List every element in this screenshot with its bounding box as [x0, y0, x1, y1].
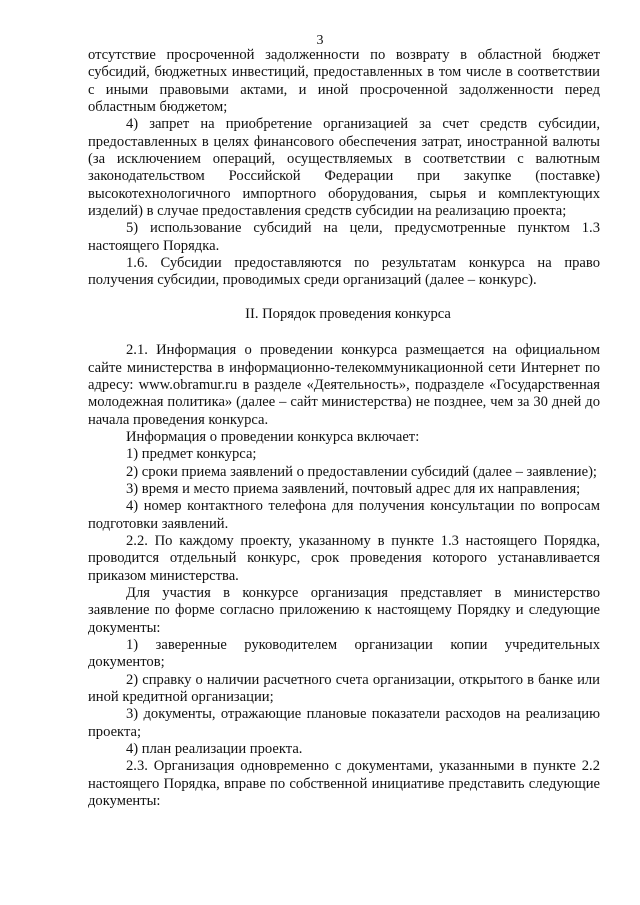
document-body — [88, 47, 600, 810]
list-item-project-plan: 4) план реализации проекта. — [126, 741, 303, 758]
paragraph-participation: Для участия в конкурсе организация представляет в министерство заявление по форме согласно приложению к настоящему Порядку и следующие документы: — [88, 584, 600, 636]
list-item-charter-copies: 1) заверенные руководителем организации копии учредительных документов; — [88, 637, 600, 671]
list-item-planned-expenses: 3) документы, отражающие плановые показатели расходов на реализацию проекта; — [88, 706, 600, 740]
paragraph-info-includes: Информация о проведении конкурса включает: — [126, 428, 420, 445]
paragraph-2-2: 2.2. По каждому проекту, указанному в пункте 1.3 настоящего Порядка, проводится отдельный конкурс, срок проведения которого устанавливается приказом министерства. — [88, 532, 600, 584]
paragraph-2-3: 2.3. Организация одновременно с документами, указанными в пункте 2.2 настоящего Порядка, вправе по собственной инициативе представить следующие документы: — [88, 758, 600, 810]
list-item-place: 3) время и место приема заявлений, почтовый адрес для их направления; — [126, 480, 581, 497]
paragraph-1-6: 1.6. Субсидии предоставляются по результатам конкурса на право получения субсидии, проводимых среди организаций (далее – конкурс). — [88, 255, 600, 289]
paragraph-2-1: 2.1. Информация о проведении конкурса размещается на официальном сайте министерства в информационно-телекоммуникационной сети Интернет по адресу: www.obramur.ru в разделе «Деятельность», подразделе «Государственная молодежная политика» (далее – сайт министерства) не позднее, чем за 30 дней до начала проведения конкурса. — [88, 342, 600, 428]
paragraph-continuation: отсутствие просроченной задолженности по возврату в областной бюджет субсидий, бюджетных инвестиций, предоставленных в том числе в соответствии с иными правовыми актами, и иной просроченной задолженности перед областным бюджетом; — [88, 47, 600, 116]
list-item-bank-certificate: 2) справку о наличии расчетного счета организации, открытого в банке или иной кредитной организации; — [88, 671, 600, 706]
list-item-deadlines: 2) сроки приема заявлений о предоставлении субсидий (далее – заявление); — [126, 463, 597, 480]
page-number: 3 — [316, 33, 324, 48]
list-item-subject: 1) предмет конкурса; — [126, 446, 257, 463]
list-item-phone: 4) номер контактного телефона для получения консультации по вопросам подготовки заявлений. — [88, 498, 600, 532]
section-heading: II. Порядок проведения конкурса — [245, 305, 451, 322]
paragraph-item-4: 4) запрет на приобретение организацией за счет средств субсидии, предоставленных в целях финансового обеспечения затрат, иностранной валюты (за исключением операций, осуществляемых в соответствии с валютным законодательством Российской Федерации при закупке (поставке) высокотехнологичного импортного оборудования, сырья и комплектующих изделий) в случае предоставления средств субсидии на реализацию проекта; — [88, 116, 600, 220]
paragraph-item-5: 5) использование субсидий на цели, предусмотренные пунктом 1.3 настоящего Порядка. — [88, 220, 600, 254]
